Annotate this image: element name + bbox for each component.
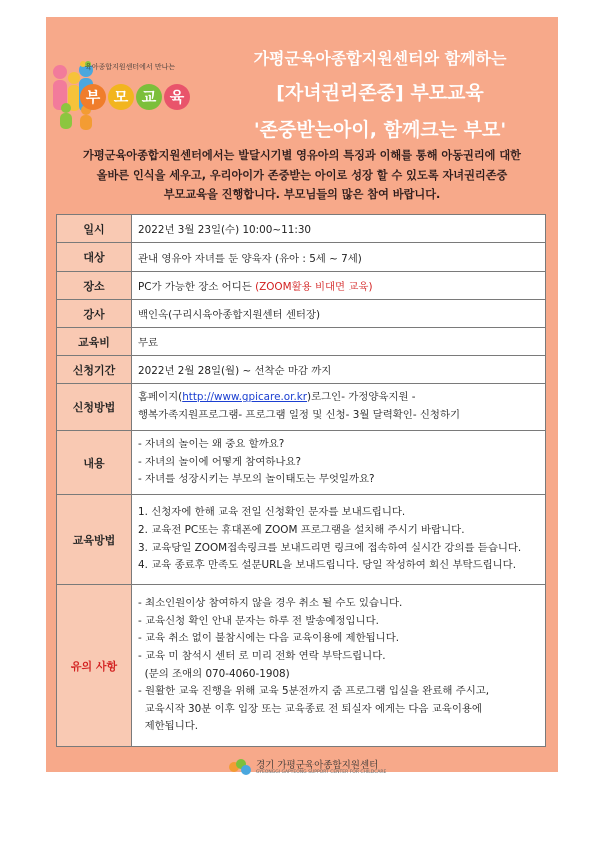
edu-item: 1. 신청자에 한해 교육 전일 신청확인 문자를 보내드립니다. (138, 506, 406, 519)
lecturer-value: 백인옥(구리시육아종합지원센터 센터장) (132, 300, 546, 328)
date-label: 일시 (57, 215, 132, 243)
row-notes (57, 585, 546, 747)
edu-method-label: 교육방법 (57, 495, 132, 585)
notes-label: 유의 사항 (57, 585, 132, 747)
content-item: - 자녀의 놀이는 왜 중요 할까요? (138, 438, 285, 451)
content-cell (132, 431, 546, 495)
footer-center-english: GYEONGGI GAPYEONG SUPPORT CENTER FOR CHILDCARE (256, 770, 387, 775)
intro-paragraph (56, 146, 548, 205)
place-label: 장소 (57, 272, 132, 300)
method-cell (132, 384, 546, 431)
edu-item: 4. 교육 종료후 만족도 설문URL을 보내드립니다. 당일 작성하여 회신 부탁드립니다. (138, 559, 517, 572)
edu-method-cell (132, 495, 546, 585)
center-logo-icon (228, 756, 252, 778)
fee-label: 교육비 (57, 328, 132, 356)
intro-line: 부모교육을 진행합니다. 부모님들의 많은 참여 바랍니다. (163, 188, 441, 201)
method-line-1 (138, 389, 539, 407)
row-content (57, 431, 546, 495)
row-place (57, 272, 546, 300)
row-fee (57, 328, 546, 356)
target-value: 관내 영유아 자녀를 둔 양육자 (유아 : 5세 ~ 7세) (132, 243, 546, 272)
intro-line: 가평군육아종합지원센터에서는 발달시기별 영유아의 특징과 이해를 통해 아동권리에 대한 (83, 149, 521, 162)
logo-wordmark (80, 84, 190, 110)
note-item: 교육시작 30분 이후 입장 또는 교육종료 전 퇴실자 에게는 다음 교육이용에 (138, 702, 482, 715)
logo-caption: 육아종합지원센터에서 만나는 (85, 63, 176, 71)
place-value: PC가 가능한 장소 어디든 (138, 281, 252, 293)
place-note: (ZOOM활용 비대면 교육) (255, 281, 373, 293)
logo-char: 부 (80, 84, 106, 110)
period-label: 신청기간 (57, 356, 132, 384)
content-label: 내용 (57, 431, 132, 495)
edu-item: 3. 교육당일 ZOOM접속링크를 보내드리면 링크에 접속하여 실시간 강의를 듣습니다. (138, 541, 522, 554)
notes-cell (132, 585, 546, 747)
note-item: - 교육 취소 없이 불참시에는 다음 교육이용에 제한됩니다. (138, 632, 400, 645)
content-item: - 자녀를 성장시키는 부모의 놀이태도는 무엇일까요? (138, 473, 375, 486)
note-item: (문의 조애의 070-4060-1908) (138, 667, 290, 680)
period-value: 2022년 2월 28일(월) ~ 선착순 마감 까지 (132, 356, 546, 384)
method-line-2: 행복가족지원프로그램- 프로그램 일정 및 신청- 3월 달력확인- 신청하기 (138, 409, 461, 421)
footer-center-name: 경기 가평군육아종합지원센터 (256, 760, 379, 771)
logo-char: 육 (164, 84, 190, 110)
headline-subtitle: 가평군육아종합지원센터와 함께하는 (253, 49, 507, 68)
row-method (57, 384, 546, 431)
logo-char: 모 (108, 84, 134, 110)
headline-slogan: '존중받는아이, 함께크는 부모' (253, 119, 507, 141)
row-date (57, 215, 546, 243)
note-item: - 교육신청 확인 안내 문자는 하루 전 발송예정입니다. (138, 614, 379, 627)
lecturer-label: 강사 (57, 300, 132, 328)
content-item: - 자녀의 놀이에 어떻게 참여하나요? (138, 455, 301, 468)
row-edu-method (57, 495, 546, 585)
row-period (57, 356, 546, 384)
program-info-table (56, 214, 546, 747)
logo-char: 교 (136, 84, 162, 110)
method-post: )로그인- 가정양육지원 - (307, 391, 416, 404)
homepage-link[interactable]: http://www.gpicare.or.kr (182, 391, 308, 404)
row-lecturer (57, 300, 546, 328)
place-cell (132, 272, 546, 300)
target-label: 대상 (57, 243, 132, 272)
date-value: 2022년 3월 23일(수) 10:00~11:30 (132, 215, 546, 243)
note-item: - 교육 미 참석시 센터 로 미리 전화 연락 부탁드립니다. (138, 649, 386, 662)
method-pre: 홈페이지( (138, 391, 183, 404)
method-label: 신청방법 (57, 384, 132, 431)
headline-title: [자녀권리존중] 부모교육 (276, 82, 484, 104)
edu-item: 2. 교육전 PC또는 휴대폰에 ZOOM 프로그램을 설치해 주시기 바랍니다. (138, 523, 465, 536)
note-item: - 원활한 교육 진행을 위해 교육 5분전까지 줌 프로그램 입실을 완료해 주시고, (138, 685, 490, 698)
intro-line: 올바른 인식을 세우고, 우리아이가 존중받는 아이로 성장 할 수 있도록 자녀권리존중 (96, 168, 508, 182)
note-item: 제한됩니다. (138, 720, 199, 733)
note-item: - 최소인원이상 참여하지 않을 경우 취소 될 수도 있습니다. (138, 597, 403, 610)
row-target (57, 243, 546, 272)
fee-value: 무료 (132, 328, 546, 356)
